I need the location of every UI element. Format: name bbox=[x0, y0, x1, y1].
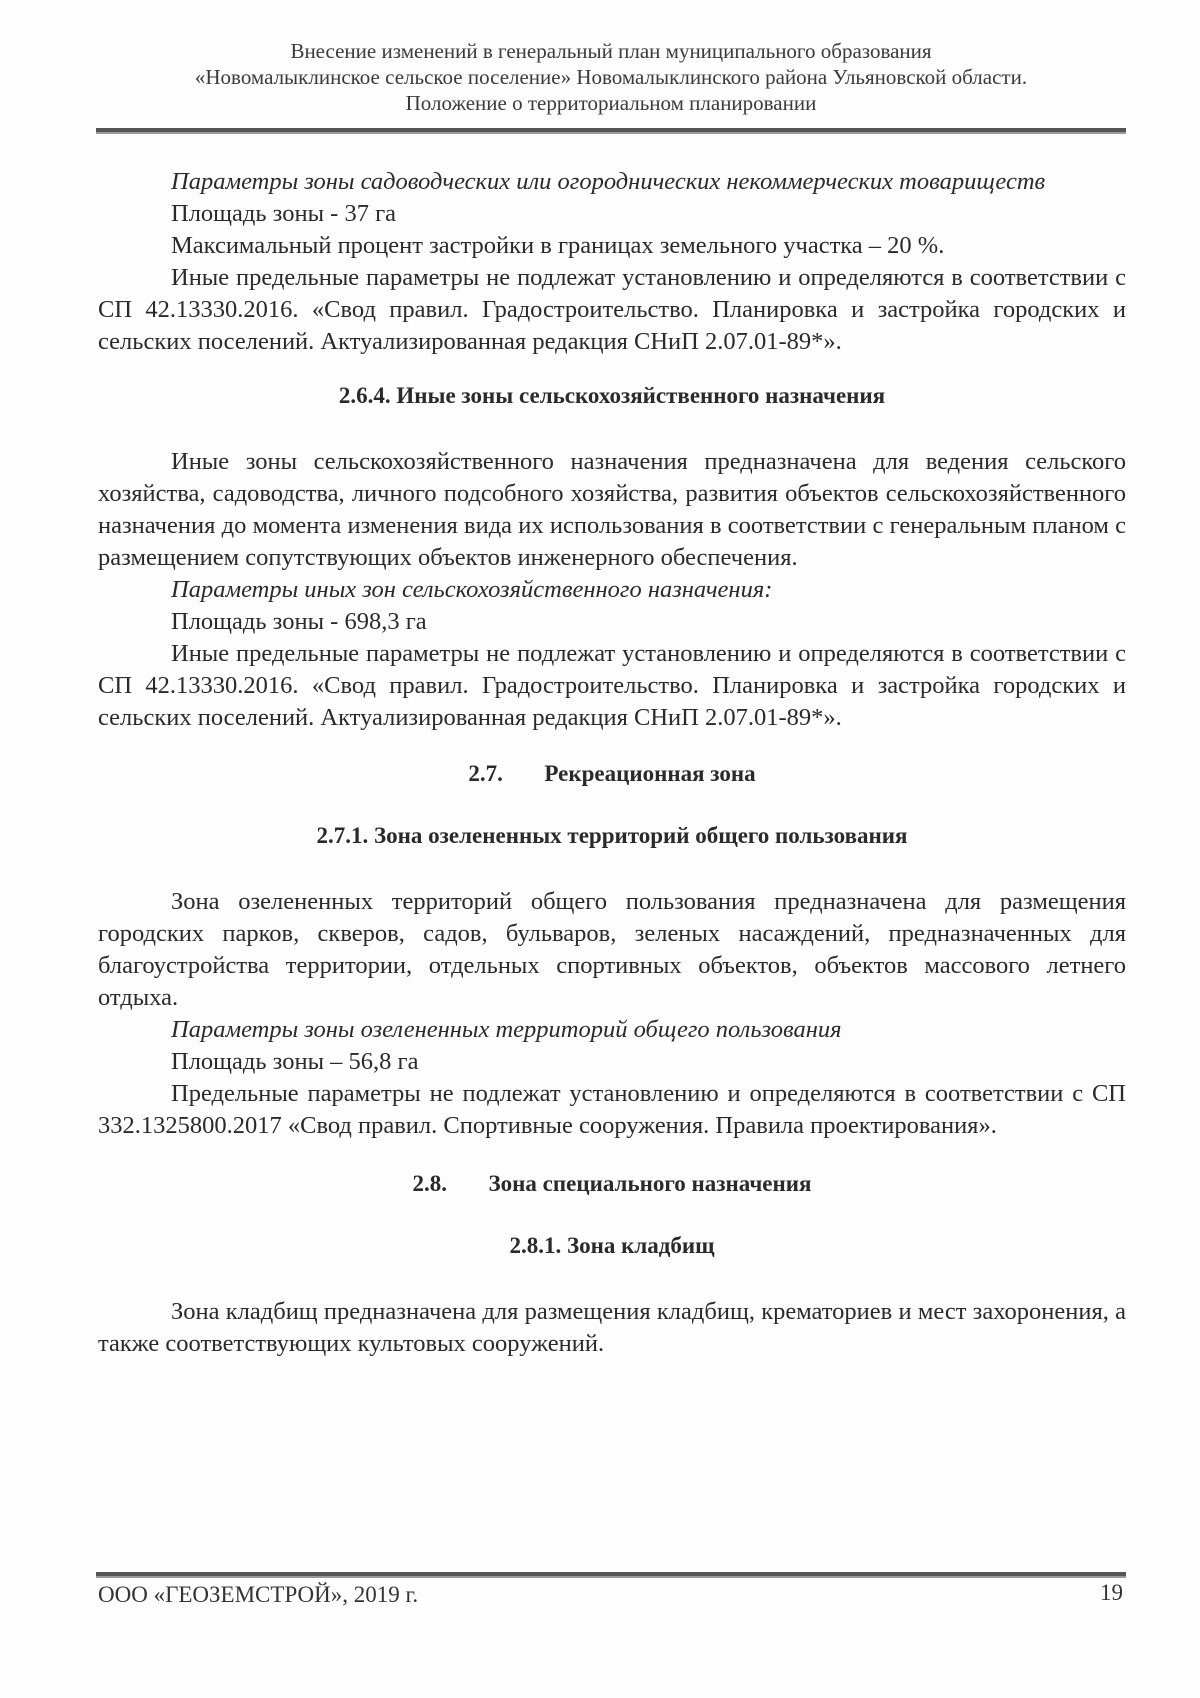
paragraph-area-56: Площадь зоны – 56,8 га bbox=[171, 1048, 419, 1075]
paragraph-other-params-2: Иные предельные параметры не подлежат установлению и определяются в соответствии с СП 42.13330.2016. «Свод правил. Градостроительство. Планировка и застройка городских и сельских поселений. Актуализированная редакция СНиП 2.07.01-89*». bbox=[98, 640, 1126, 731]
paragraph-area-698: Площадь зоны - 698,3 га bbox=[171, 608, 427, 635]
heading-2-7-number: 2.7. bbox=[468, 761, 503, 786]
footer-divider bbox=[96, 1572, 1126, 1578]
heading-2-8-number: 2.8. bbox=[412, 1171, 448, 1196]
heading-2-8-1: 2.8.1. Зона кладбищ bbox=[509, 1233, 715, 1258]
footer-company: ООО «ГЕОЗЕМСТРОЙ», 2019 г. bbox=[98, 1582, 419, 1607]
paragraph-area-37: Площадь зоны - 37 га bbox=[171, 200, 396, 227]
header-line-1: Внесение изменений в генеральный план муниципального образования bbox=[290, 39, 932, 63]
heading-2-7 bbox=[98, 758, 1126, 790]
page-body bbox=[98, 166, 1126, 1360]
paragraph-cemetery-zone: Зона кладбищ предназначена для размещения кладбищ, крематориев и мест захоронения, а также соответствующих культовых сооружений. bbox=[98, 1298, 1126, 1357]
paragraph-params-garden-zone: Параметры зоны садоводческих или огороднических некоммерческих товариществ bbox=[171, 168, 1046, 195]
paragraph-other-agri-zones: Иные зоны сельскохозяйственного назначения предназначена для ведения сельского хозяйства, садоводства, личного подсобного хозяйства, развития объектов сельскохозяйственного назначения до момента изменения вида их использования в соответствии с генеральным планом с размещением сопутствующих объектов инженерного обеспечения. bbox=[98, 448, 1126, 571]
heading-2-8-title: Зона специального назначения bbox=[488, 1171, 812, 1196]
heading-2-6-4: 2.6.4. Иные зоны сельскохозяйственного назначения bbox=[338, 383, 886, 408]
header-divider bbox=[96, 128, 1126, 134]
heading-2-7-1: 2.7.1. Зона озелененных территорий общего пользования bbox=[316, 823, 908, 848]
header-line-3: Положение о территориальном планировании bbox=[405, 91, 817, 115]
paragraph-params-other-agri: Параметры иных зон сельскохозяйственного назначения: bbox=[171, 576, 773, 603]
paragraph-max-percent: Максимальный процент застройки в границах земельного участка – 20 %. bbox=[171, 232, 945, 259]
paragraph-limit-params: Предельные параметры не подлежат установлению и определяются в соответствии с СП 332.1325800.2017 «Свод правил. Спортивные сооружения. Правила проектирования». bbox=[98, 1080, 1126, 1139]
paragraph-other-params-1: Иные предельные параметры не подлежат установлению и определяются в соответствии с СП 42.13330.2016. «Свод правил. Градостроительство. Планировка и застройка городских и сельских поселений. Актуализированная редакция СНиП 2.07.01-89*». bbox=[98, 264, 1126, 355]
paragraph-green-zone: Зона озелененных территорий общего пользования предназначена для размещения городских парков, скверов, садов, бульваров, зеленых насаждений, предназначенных для благоустройства территории, отдельных спортивных объектов, объектов массового летнего отдыха. bbox=[98, 888, 1126, 1011]
header-line-2: «Новомалыклинское сельское поселение» Новомалыклинского района Ульяновской области. bbox=[194, 65, 1028, 89]
page-header bbox=[96, 38, 1126, 116]
page-number: 19 bbox=[1100, 1580, 1123, 1605]
heading-2-7-title: Рекреационная зона bbox=[544, 761, 756, 786]
paragraph-params-green-zone: Параметры зоны озелененных территорий общего пользования bbox=[171, 1016, 842, 1043]
heading-2-8 bbox=[98, 1168, 1126, 1200]
